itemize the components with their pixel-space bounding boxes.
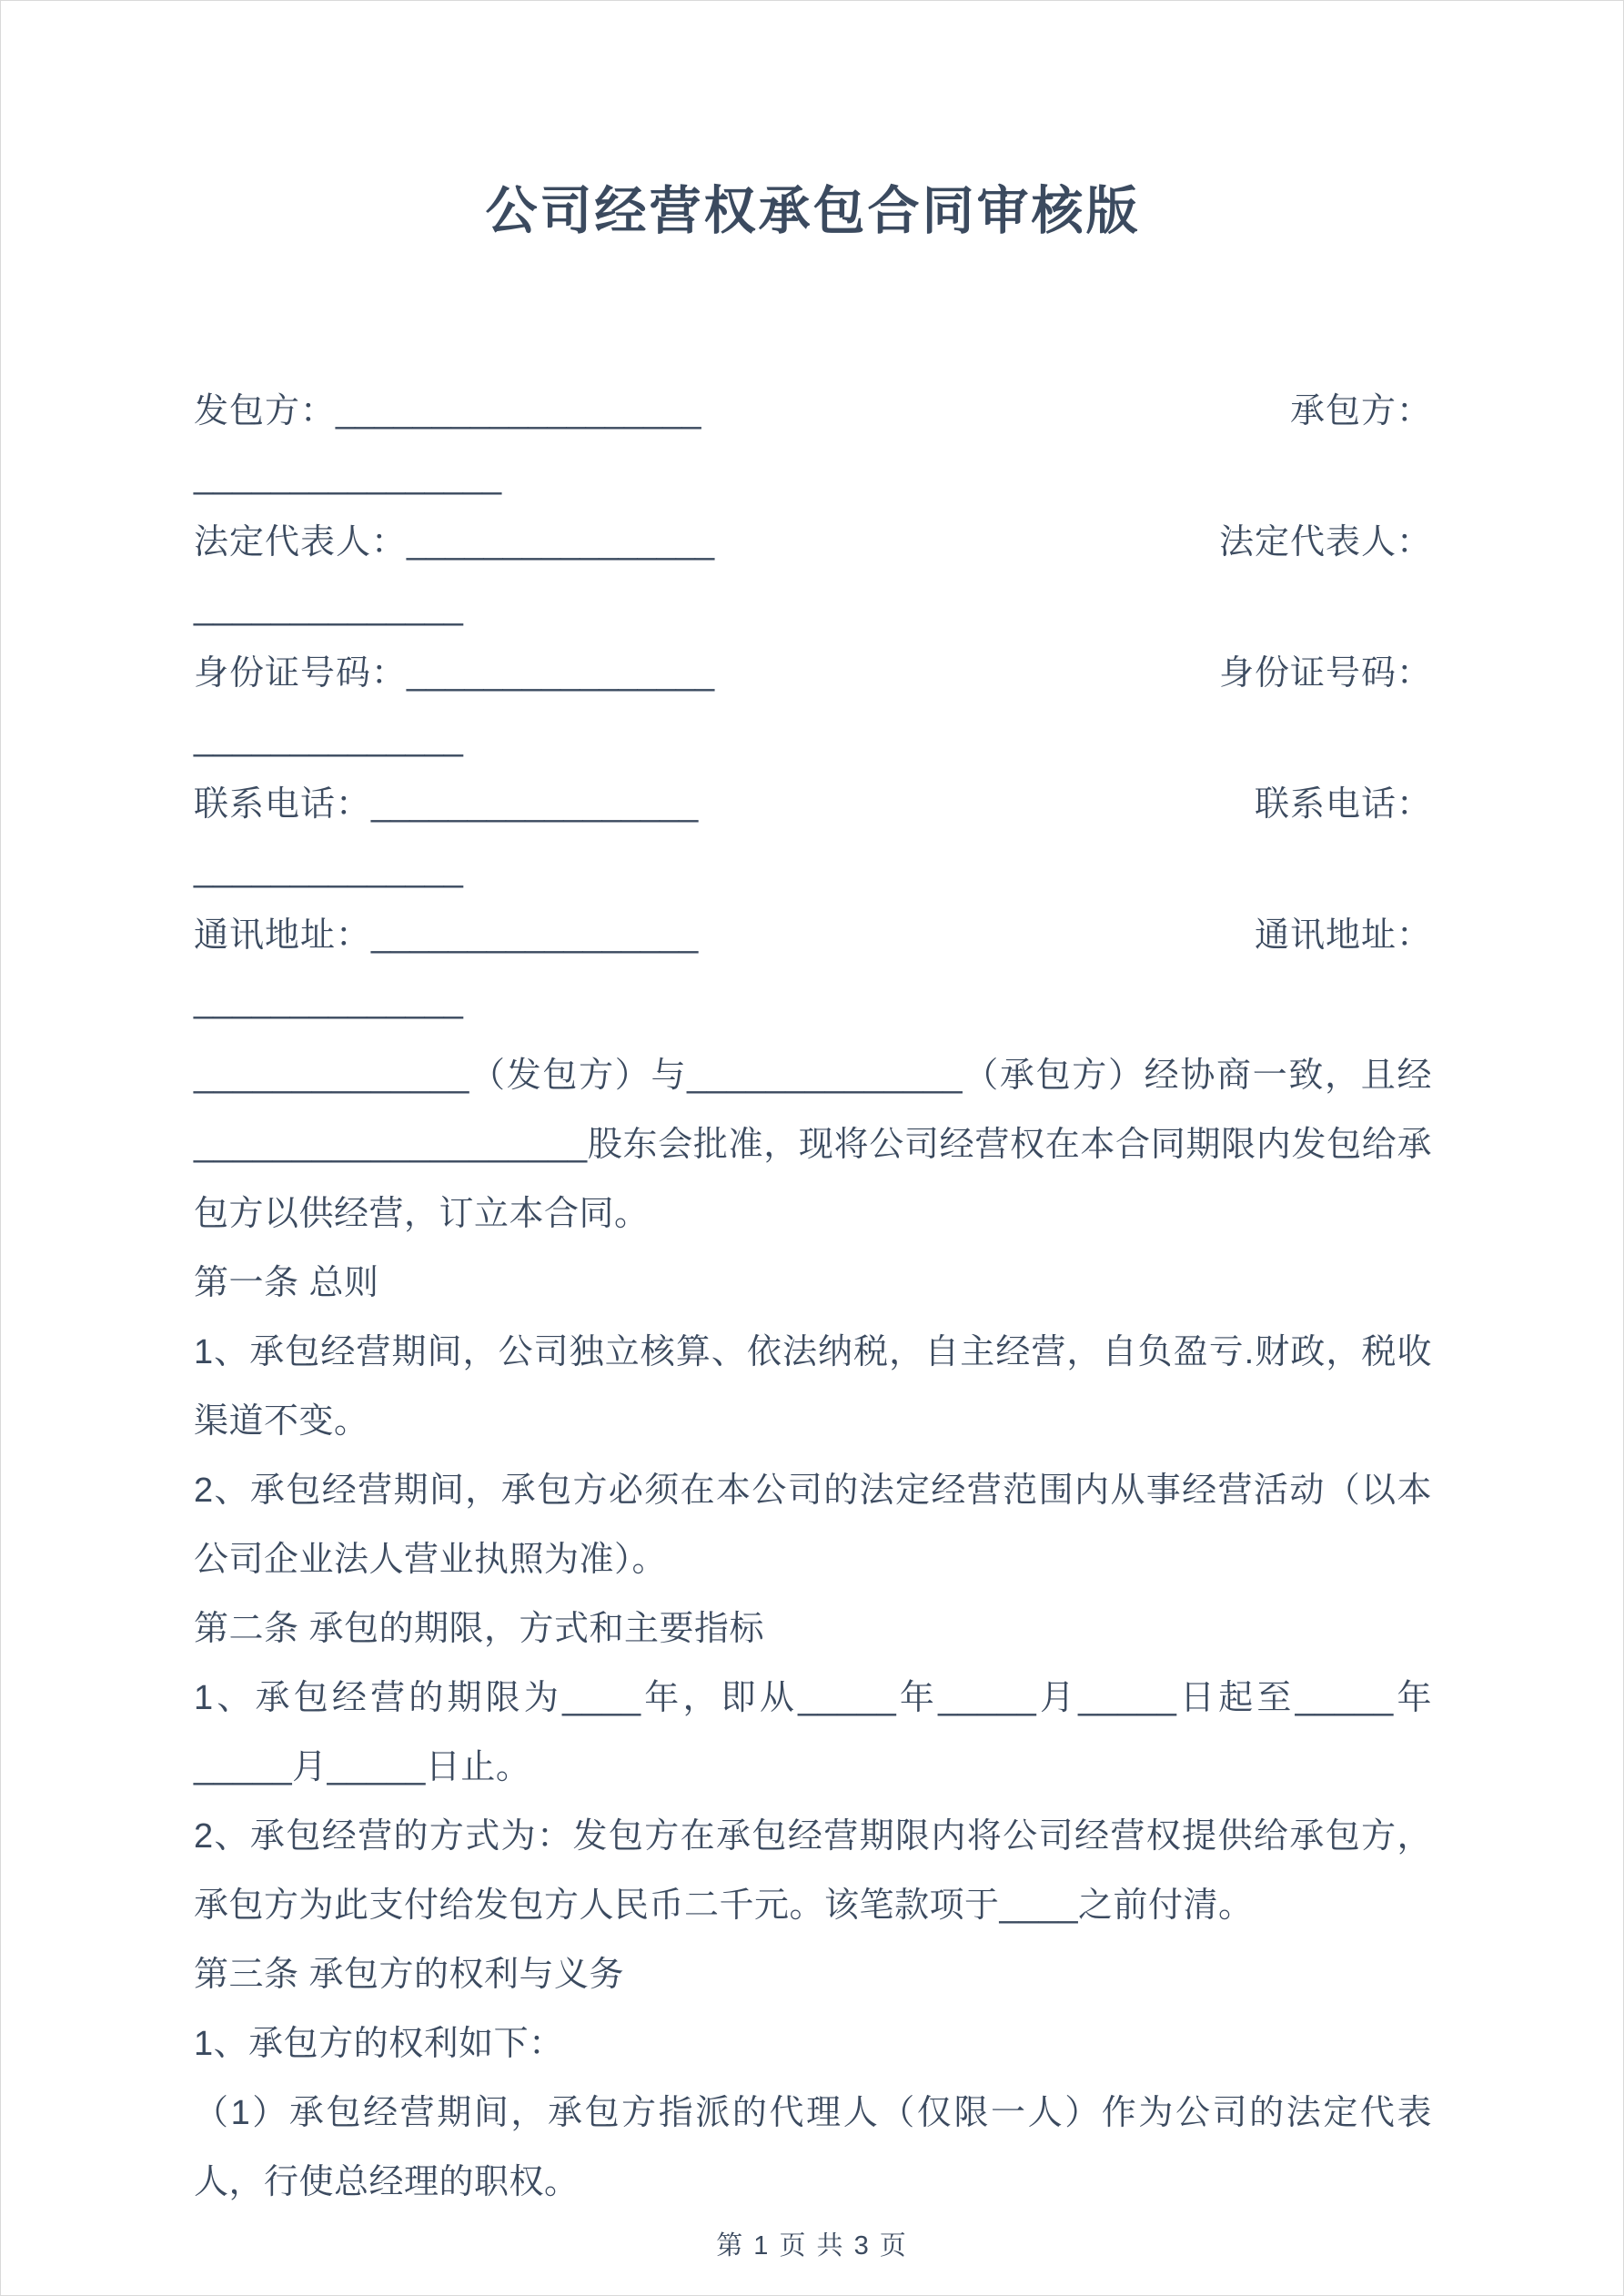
field-label: 发包方： (194, 392, 337, 431)
field-line (194, 510, 1432, 575)
field-left (194, 772, 698, 837)
field-label: 通讯地址： (194, 916, 372, 956)
field-group-phone (194, 772, 1432, 903)
field-blank: _________________ (371, 916, 699, 956)
page-footer (1, 2225, 1623, 2262)
field-left (194, 379, 701, 444)
field-group-legal-representative (194, 510, 1432, 641)
field-line (194, 379, 1432, 444)
paragraph-article-1-item-2: 2、承包经营期间，承包方必须在本公司的法定经营范围内从事经营活动（以本公司企业法人营业执照为准）。 (194, 1472, 1432, 1580)
paragraph-article-3-item-1: 1、承包方的权利如下： (194, 2025, 564, 2064)
field-group-id-number (194, 641, 1432, 772)
field-blank: ________________ (407, 654, 715, 693)
heading-article-2: 第二条 承包的期限，方式和主要指标 (194, 1610, 765, 1649)
field-left (194, 903, 698, 968)
field-group-address (194, 903, 1432, 1034)
field-left (194, 641, 714, 706)
field-right-label: 身份证号码： (1218, 654, 1432, 693)
field-line (194, 903, 1432, 968)
field-group-contractor-issuer (194, 379, 1432, 510)
field-cont-blank: ______________ (194, 982, 463, 1021)
fields-section (194, 379, 1432, 1034)
field-left (194, 510, 714, 575)
field-label: 身份证号码： (194, 654, 408, 693)
paragraph-article-1-item-1: 1、承包经营期间，公司独立核算、依法纳税，自主经营，自负盈亏.财政，税收渠道不变。 (194, 1333, 1432, 1441)
paragraph-preamble: ______________（发包方）与______________（承包方）经协商一致，且经____________________股东会批准，现将公司经营权在本合同期限内发包给承包方以供经营，订立本合同。 (194, 1057, 1432, 1234)
field-cont-blank: ________________ (194, 458, 502, 497)
field-blank: _________________ (371, 785, 699, 824)
document-content (1, 1, 1623, 2217)
heading-article-3: 第三条 承包方的权利与义务 (194, 1956, 625, 1995)
field-right-label: 法定代表人： (1218, 523, 1432, 562)
field-label: 联系电话： (194, 785, 372, 824)
body-section (194, 1041, 1432, 2217)
heading-article-1: 第一条 总则 (194, 1264, 379, 1303)
field-right-label: 通讯地址： (1254, 916, 1432, 956)
field-blank: ___________________ (336, 392, 701, 431)
document-title: 公司经营权承包合同审核版 (485, 182, 1141, 240)
field-cont-blank: ______________ (194, 589, 463, 628)
field-line (194, 772, 1432, 837)
field-cont-blank: ______________ (194, 851, 463, 890)
field-cont-blank: ______________ (194, 720, 463, 759)
paragraph-article-2-item-1: 1、承包经营的期限为____年，即从_____年_____月_____日起至_____年_____月_____日止。 (194, 1679, 1432, 1787)
field-right-label: 承包方： (1289, 392, 1432, 431)
paragraph-article-3-sub-1: （1）承包经营期间，承包方指派的代理人（仅限一人）作为公司的法定代表人，行使总经理的职权。 (194, 2094, 1432, 2202)
field-label: 法定代表人： (194, 523, 408, 562)
page-number: 第 1 页 共 3 页 (716, 2231, 908, 2261)
field-line (194, 641, 1432, 706)
paragraph-article-2-item-2: 2、承包经营的方式为：发包方在承包经营期限内将公司经营权提供给承包方，承包方为此支付给发包方人民币二千元。该笔款项于____之前付清。 (194, 1817, 1432, 1926)
field-right-label: 联系电话： (1254, 785, 1432, 824)
field-blank: ________________ (407, 523, 715, 562)
